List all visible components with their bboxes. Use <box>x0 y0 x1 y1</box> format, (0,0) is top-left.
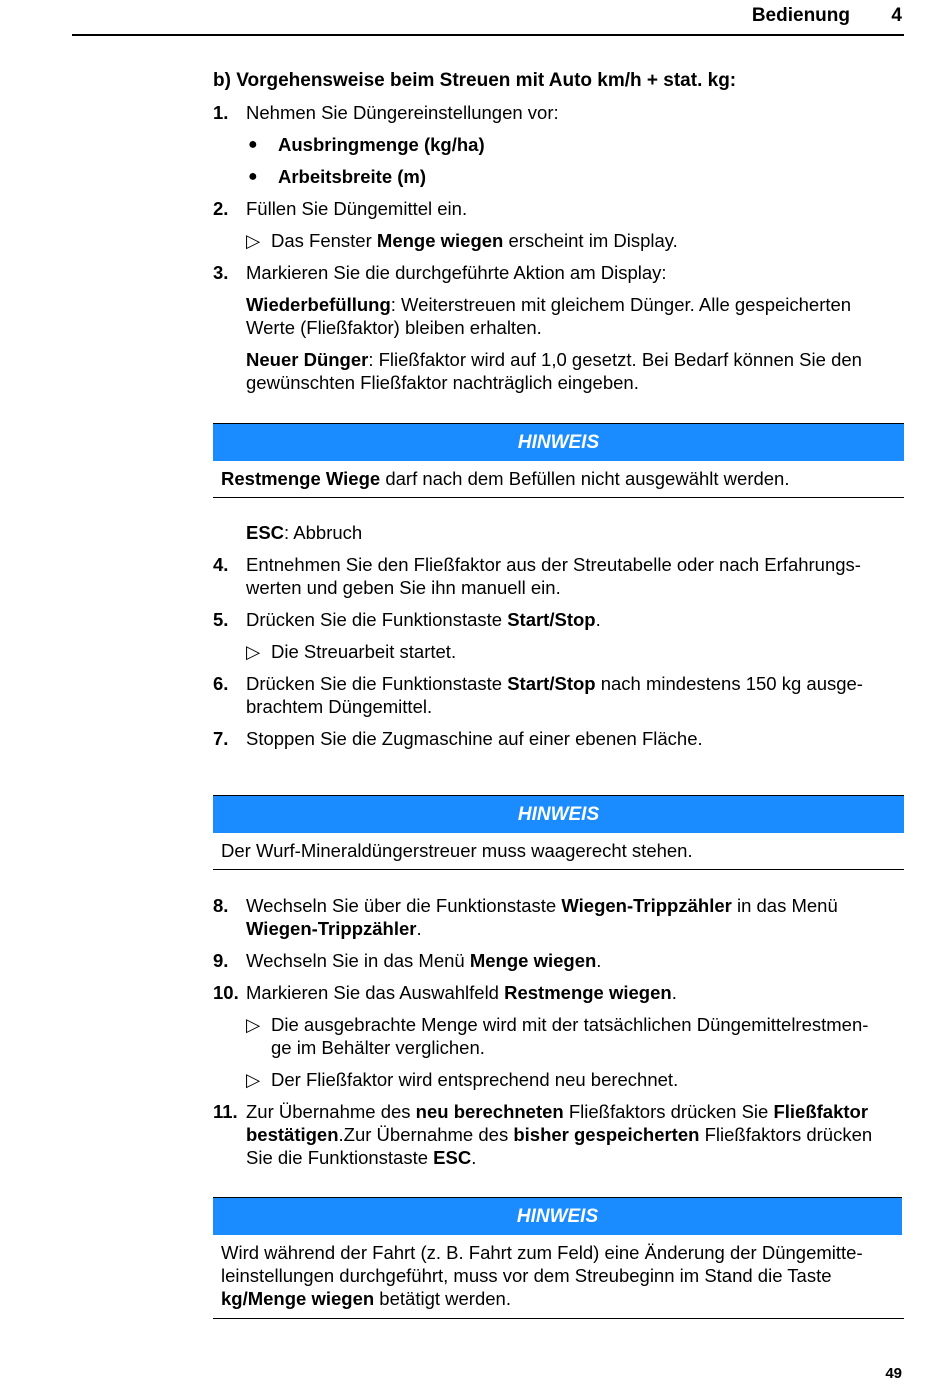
result-text: Das Fenster Menge wiegen erscheint im Display. <box>271 230 678 251</box>
note-text-cont: kg/Menge wiegen betätigt werden. <box>221 1288 511 1309</box>
step-text: Markieren Sie das Auswahlfeld Restmenge wiegen. <box>246 982 677 1003</box>
result-arrow-icon: ▷ <box>246 1014 261 1035</box>
result-arrow-icon: ▷ <box>246 641 261 662</box>
note-rule <box>213 1318 904 1319</box>
step-text: Entnehmen Sie den Fließfaktor aus der Streutabelle oder nach Erfahrungs- <box>246 554 861 575</box>
result-text-cont: ge im Behälter verglichen. <box>271 1037 485 1058</box>
step-number: 5. <box>213 609 229 630</box>
step-text-cont: brachtem Düngemittel. <box>246 696 433 717</box>
step-text: Zur Übernahme des neu berechneten Fließfaktors drücken Sie Fließfaktor <box>246 1101 869 1122</box>
step-number: 11. <box>213 1101 238 1122</box>
step-number: 8. <box>213 895 229 916</box>
header-chapter-number: 4 <box>891 5 902 26</box>
step-number: 1. <box>213 102 229 123</box>
note-header: HINWEIS <box>213 1197 902 1235</box>
result-text: Die Streuarbeit startet. <box>271 641 457 662</box>
step-text: Wechseln Sie über die Funktionstaste Wiegen-Trippzähler in das Menü <box>246 895 838 916</box>
step-text-cont: bestätigen.Zur Übernahme des bisher gespeicherten Fließfaktors drücken <box>246 1124 873 1145</box>
result-text: Der Fließfaktor wird entsprechend neu berechnet. <box>271 1069 679 1090</box>
step-number: 10. <box>213 982 239 1003</box>
step-text: Nehmen Sie Düngereinstellungen vor: <box>246 102 559 123</box>
note-text: Wird während der Fahrt (z. B. Fahrt zum Feld) eine Änderung der Düngemitte- <box>221 1242 863 1263</box>
note-text-cont: leinstellungen durchgeführt, muss vor dem Streubeginn im Stand die Taste <box>221 1265 832 1286</box>
step-number: 4. <box>213 554 229 575</box>
note-text: Der Wurf-Mineraldüngerstreuer muss waagerecht stehen. <box>221 840 693 861</box>
step-text: Wechseln Sie in das Menü Menge wiegen. <box>246 950 602 971</box>
result-arrow-icon: ▷ <box>246 1069 261 1090</box>
option-refill-cont: Werte (Fließfaktor) bleiben erhalten. <box>246 317 542 338</box>
step-number: 9. <box>213 950 229 971</box>
option-refill: Wiederbefüllung: Weiterstreuen mit gleichem Dünger. Alle gespeicherten <box>246 294 852 315</box>
header-rule <box>72 34 904 36</box>
step-number: 7. <box>213 728 229 749</box>
page-number: 49 <box>885 1365 902 1382</box>
step-number: 2. <box>213 198 229 219</box>
step-text: Markieren Sie die durchgeführte Aktion am Display: <box>246 262 667 283</box>
step-text-cont: Sie die Funktionstaste ESC. <box>246 1147 477 1168</box>
result-text: Die ausgebrachte Menge wird mit der tatsächlichen Düngemittelrestmen- <box>271 1014 869 1035</box>
esc-option: ESC: Abbruch <box>246 522 363 543</box>
step-text-cont: Wiegen-Trippzähler. <box>246 918 422 939</box>
step-number: 6. <box>213 673 229 694</box>
note-rule <box>213 869 904 870</box>
note-text: Restmenge Wiege darf nach dem Befüllen nicht ausgewählt werden. <box>221 468 790 489</box>
bullet-item: Arbeitsbreite (m) <box>278 166 427 187</box>
bullet-item: Ausbringmenge (kg/ha) <box>278 134 485 155</box>
option-new-fertilizer-cont: gewünschten Fließfaktor nachträglich eingeben. <box>246 372 639 393</box>
step-text: Füllen Sie Düngemittel ein. <box>246 198 468 219</box>
step-text: Drücken Sie die Funktionstaste Start/Stop. <box>246 609 601 630</box>
option-new-fertilizer: Neuer Dünger: Fließfaktor wird auf 1,0 gesetzt. Bei Bedarf können Sie den <box>246 349 862 370</box>
note-header: HINWEIS <box>213 423 904 461</box>
note-rule <box>213 497 904 498</box>
note-header: HINWEIS <box>213 795 904 833</box>
bullet-icon: ● <box>248 168 258 185</box>
step-number: 3. <box>213 262 229 283</box>
step-text: Stoppen Sie die Zugmaschine auf einer ebenen Fläche. <box>246 728 703 749</box>
step-text: Drücken Sie die Funktionstaste Start/Stop nach mindestens 150 kg ausge- <box>246 673 863 694</box>
header-section-title: Bedienung <box>751 5 850 26</box>
procedure-heading: b) Vorgehensweise beim Streuen mit Auto km/h + stat. kg: <box>213 70 737 91</box>
bullet-icon: ● <box>248 136 258 153</box>
result-arrow-icon: ▷ <box>246 230 261 251</box>
step-text-cont: werten und geben Sie ihn manuell ein. <box>246 577 561 598</box>
